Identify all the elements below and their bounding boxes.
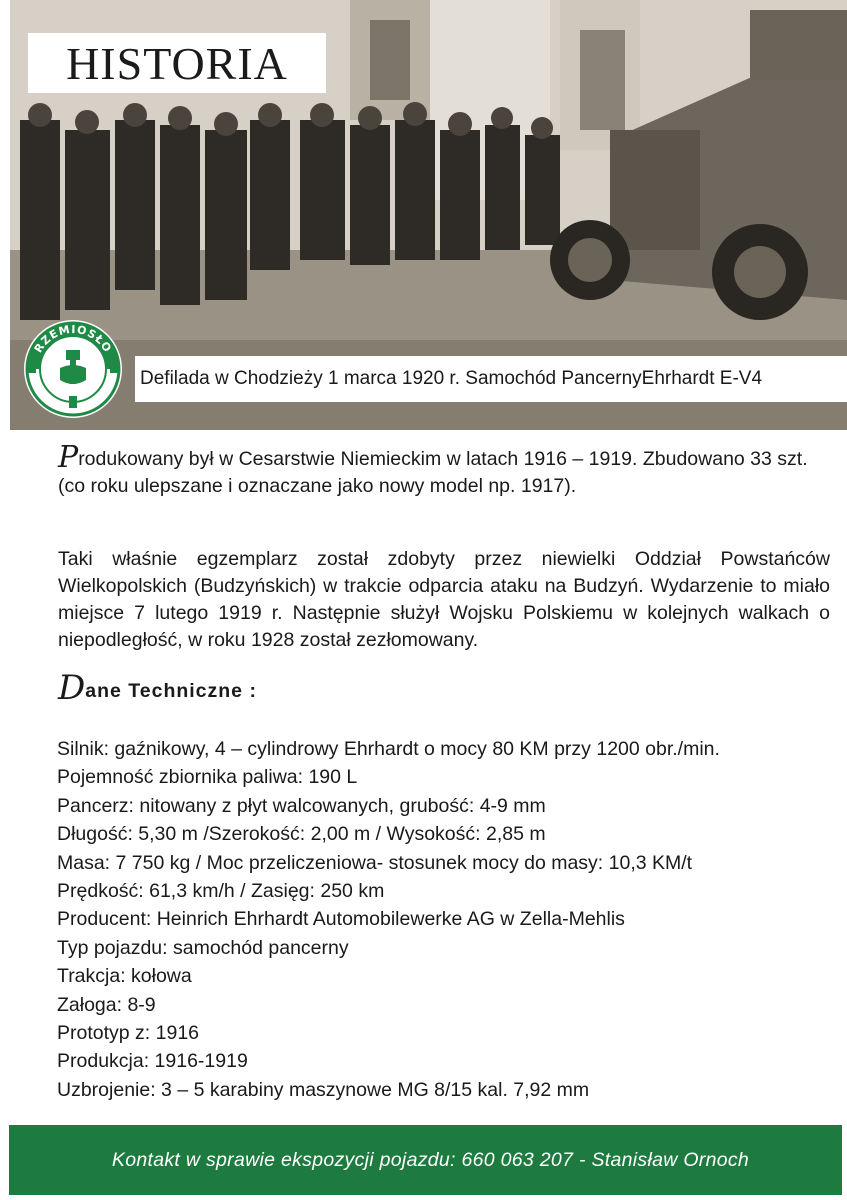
photo-caption-strip bbox=[135, 356, 847, 402]
intro-text: rodukowany był w Cesarstwie Niemieckim w latach 1916 – 1919. Zbudowano 33 szt. (co roku ulepszane i oznaczane jako nowy model np. 1917). bbox=[58, 448, 808, 497]
spec-item: Uzbrojenie: 3 – 5 karabiny maszynowe MG 8/15 kal. 7,92 mm bbox=[57, 1078, 590, 1101]
spec-item: Prędkość: 61,3 km/h / Zasięg: 250 km bbox=[57, 879, 385, 902]
spec-item: Typ pojazdu: samochód pancerny bbox=[57, 936, 349, 959]
spec-item: Producent: Heinrich Ehrhardt Automobilewerke AG w Zella-Mehlis bbox=[57, 908, 625, 931]
specs-heading-text: ane Techniczne : bbox=[85, 680, 257, 702]
title-box bbox=[28, 33, 326, 93]
history-paragraph: Taki właśnie egzemplarz został zdobyty przez niewielki Oddział Powstańców Wielkopolskich (Budzyńskich) w trakcie odparcia ataku na Budzyń. Wydarzenie to miało miejsce 7 lutego 1919 r. Następnie służył Wojsku Polskiemu w kolejnych walkach o niepodległość, w roku 1928 został zezłomowany. bbox=[58, 548, 830, 651]
contact-footer bbox=[9, 1125, 842, 1195]
svg-text:RZEMIOSŁO: RZEMIOSŁO bbox=[31, 322, 115, 356]
rzemioslo-logo bbox=[22, 318, 124, 420]
spec-item: Produkcja: 1916-1919 bbox=[57, 1050, 248, 1073]
intro-drop-cap: P bbox=[58, 440, 79, 475]
specs-list bbox=[57, 735, 837, 1104]
contact-text: Kontakt w sprawie ekspozycji pojazdu: 660 063 207 - Stanisław Ornoch bbox=[111, 1148, 750, 1171]
spec-item: Pojemność zbiornika paliwa: 190 L bbox=[57, 766, 358, 789]
spec-item: Silnik: gaźnikowy, 4 – cylindrowy Ehrhardt o mocy 80 KM przy 1200 obr./min. bbox=[57, 738, 720, 760]
spec-item: Prototyp z: 1916 bbox=[57, 1021, 200, 1044]
spec-item: Załoga: 8-9 bbox=[57, 993, 156, 1016]
spec-item: Trakcja: kołowa bbox=[57, 965, 192, 988]
specs-drop-cap: D bbox=[58, 668, 86, 708]
historical-photo bbox=[10, 0, 847, 430]
spec-item: Pancerz: nitowany z płyt walcowanych, grubość: 4-9 mm bbox=[57, 794, 546, 817]
specs-heading bbox=[58, 668, 458, 708]
page-title: HISTORIA bbox=[66, 37, 288, 89]
photo-caption: Defilada w Chodzieży 1 marca 1920 r. Samochód PancernyEhrhardt E-V4 bbox=[140, 368, 763, 389]
intro-paragraph bbox=[58, 440, 830, 500]
spec-item: Masa: 7 750 kg / Moc przeliczeniowa- stosunek mocy do masy: 10,3 KM/t bbox=[57, 851, 693, 874]
logo-emblem bbox=[22, 318, 124, 420]
spec-item: Długość: 5,30 m /Szerokość: 2,00 m / Wysokość: 2,85 m bbox=[57, 823, 546, 846]
